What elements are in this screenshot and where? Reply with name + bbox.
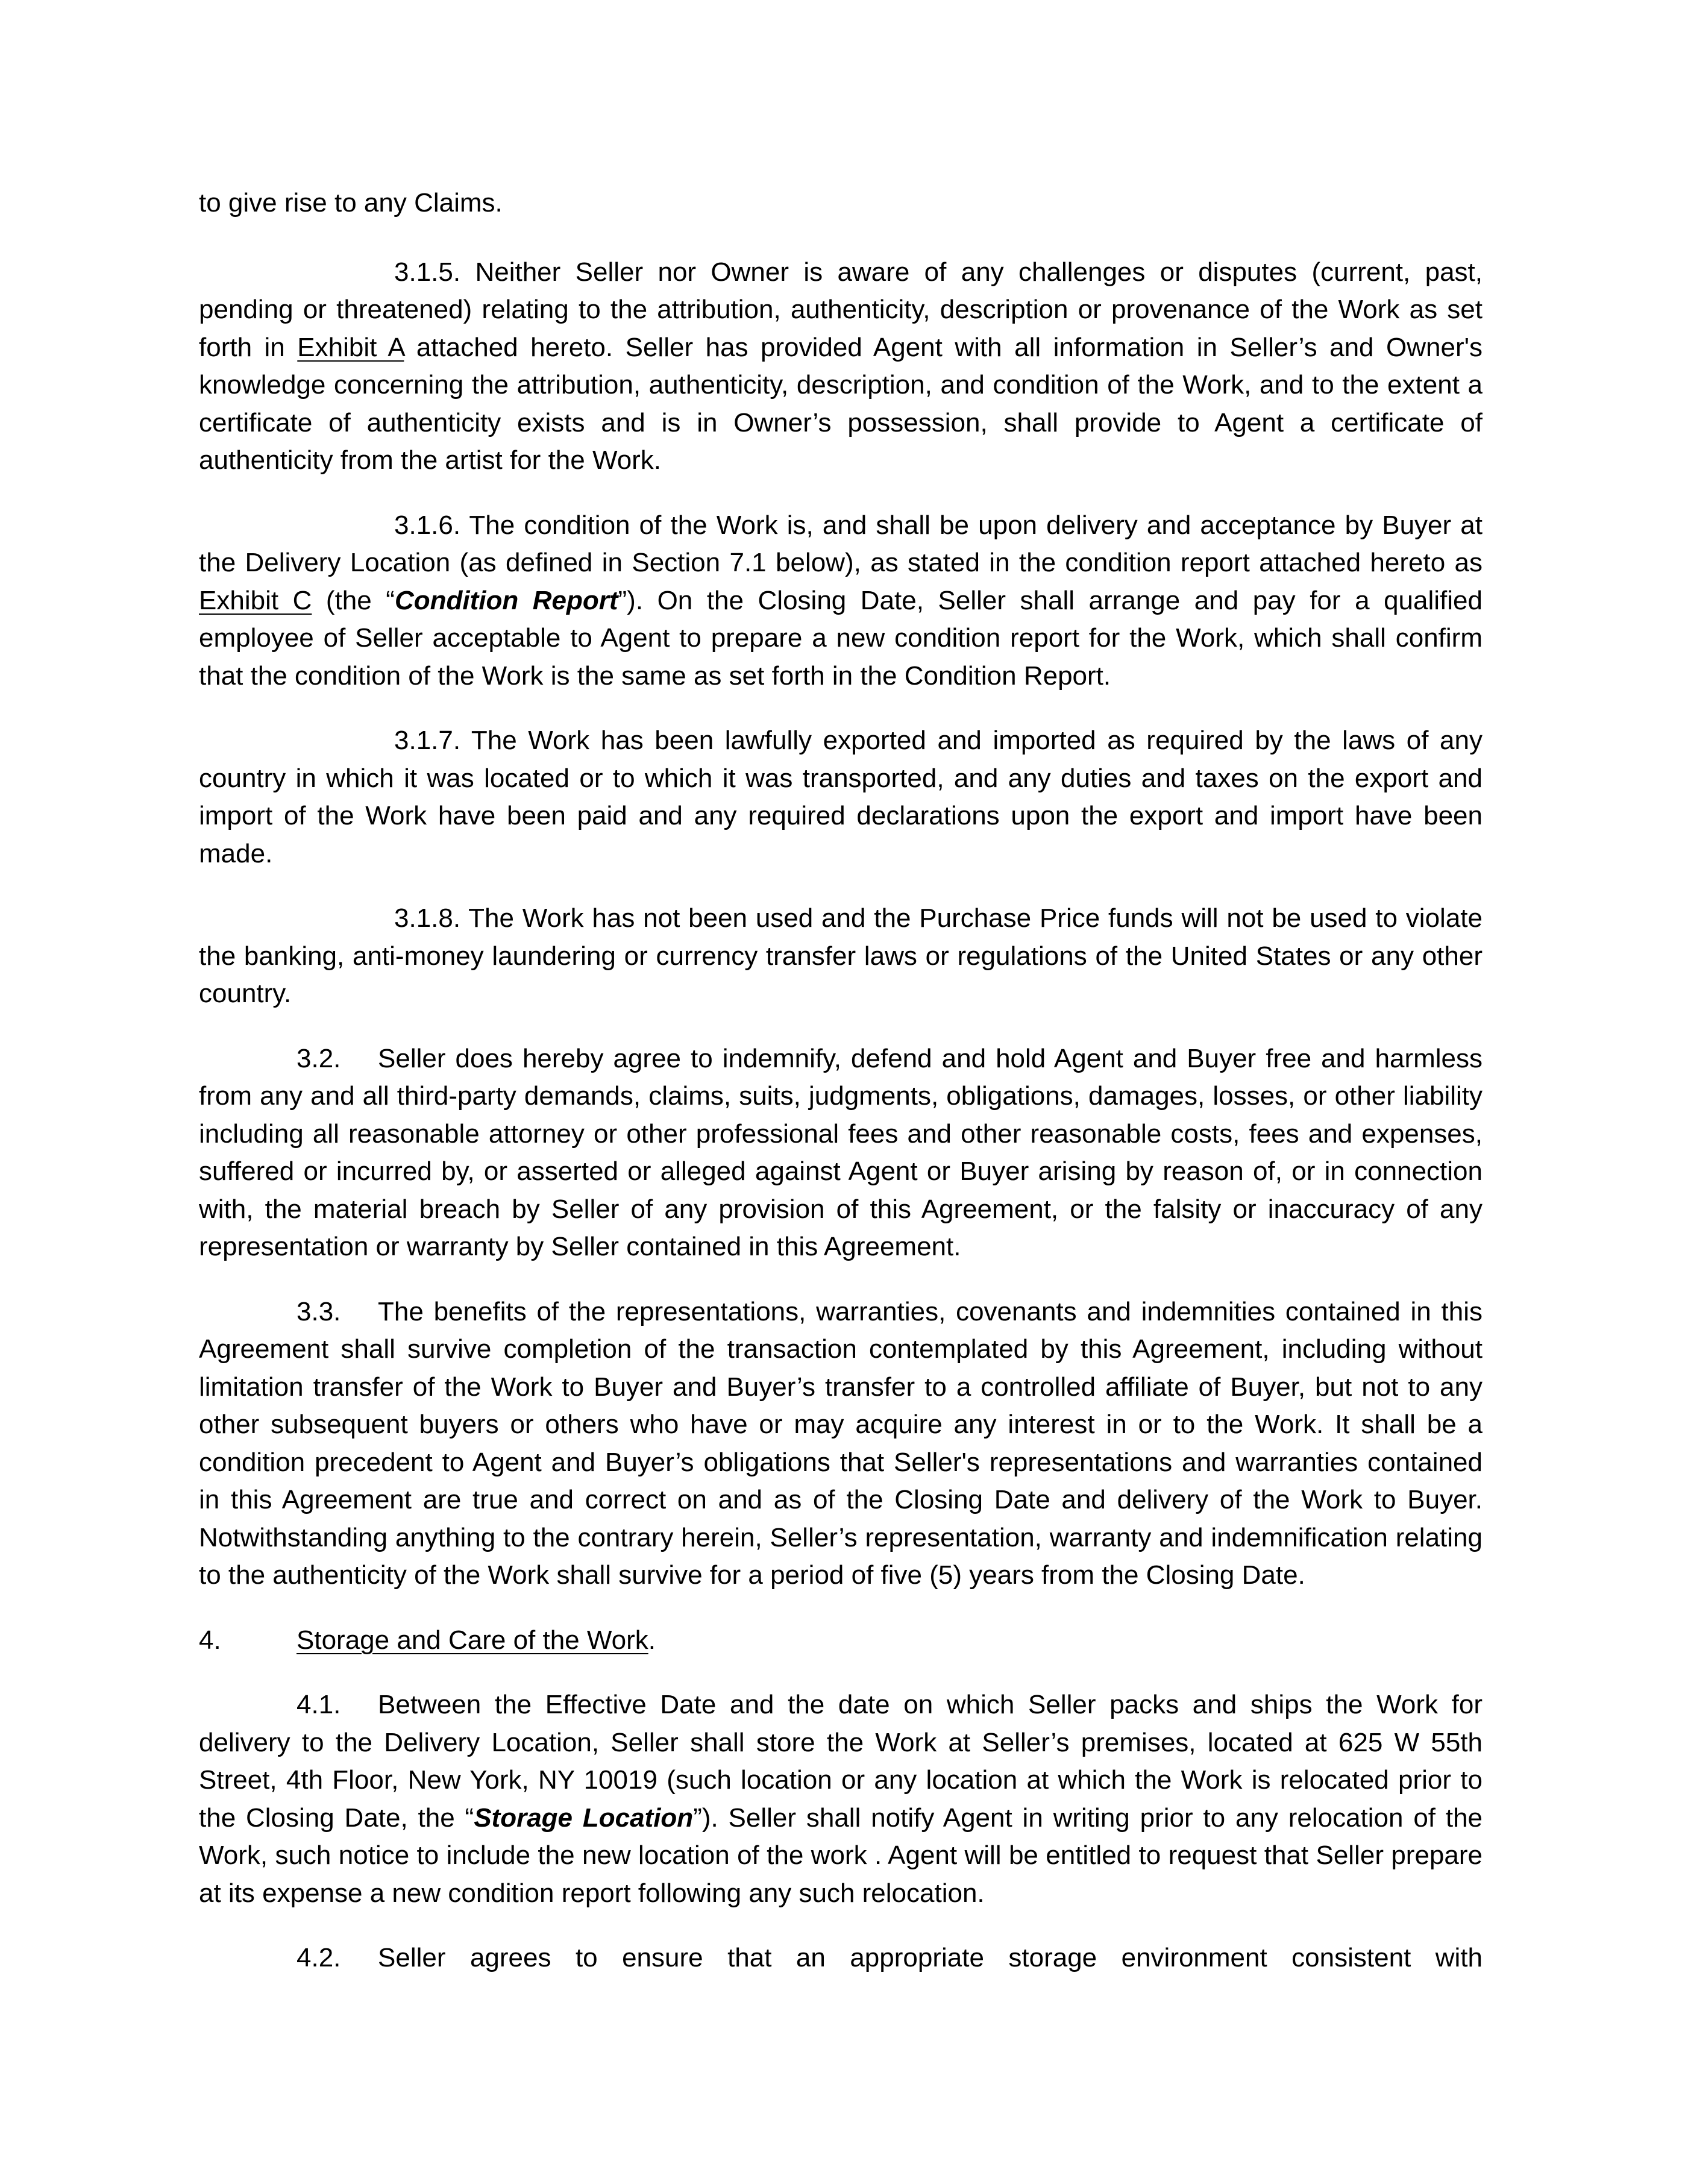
section-number: 4.1. — [297, 1690, 341, 1719]
document-body — [199, 184, 1483, 2004]
paragraph-text: Seller agrees to ensure that an appropriate storage environment consistent with — [378, 1943, 1483, 1972]
paragraph-text: Neither Seller nor Owner is aware of any challenges or disputes (current, past, pending or threatened) relating to the attribution, authenticity, description or provenance of the Work as set forth in — [199, 257, 1483, 362]
heading-period: . — [648, 1625, 656, 1655]
paragraph-3-1-8 — [199, 900, 1483, 1013]
defined-term-condition-report: Condition Report — [394, 585, 618, 615]
section-number: 3.3. — [297, 1296, 341, 1326]
paragraph-text: attached hereto. Seller has provided Agent with all information in Seller’s and Owner's knowledge concerning the attribution, authenticity, description, and condition of the Work, and to the extent a certificate of authenticity exists and is in Owner’s possession, shall provide to Agent a certificate of authenticity from the artist for the Work. — [199, 332, 1483, 475]
paragraph-text: The condition of the Work is, and shall be upon delivery and acceptance by Buyer at the Delivery Location (as defined in Section 7.1 below), as stated in the condition report attached hereto as — [199, 510, 1483, 577]
paragraph-4-2 — [199, 1939, 1483, 1977]
paragraph-4-1 — [199, 1686, 1483, 1912]
paragraph-3-1-4-tail — [199, 184, 1483, 222]
paragraph-text: ”). Seller shall notify Agent in writing prior to any relocation of the Work, such notice to include the new location of the work . Agent will be entitled to request that Seller prepare at its expense a new condition report following any such relocation. — [199, 1803, 1483, 1908]
section-number: 3.1.8. — [394, 903, 461, 933]
paragraph-text: (the “ — [312, 585, 395, 615]
paragraph-text: Between the Effective Date and the date on which Seller packs and ships the Work for delivery to the Delivery Location, Seller shall store the Work at Seller’s premises, located at 625 W 55th Street, 4th Floor, New York, NY 10019 (such location or any location at which the Work is relocated prior to the Closing Date, the “ — [199, 1690, 1483, 1833]
paragraph-text: Seller does hereby agree to indemnify, defend and hold Agent and Buyer free and harmless from any and all third-party demands, claims, suits, judgments, obligations, damages, losses, or other liability including all reasonable attorney or other professional fees and other reasonable costs, fees and expenses, suffered or incurred by, or asserted or alleged against Agent or Buyer arising by reason of, or in connection with, the material breach by Seller of any provision of this Agreement, or the falsity or inaccuracy of any representation or warranty by Seller contained in this Agreement. — [199, 1043, 1483, 1261]
section-number: 4. — [199, 1625, 221, 1655]
section-number: 4.2. — [297, 1943, 341, 1972]
paragraph-text: The benefits of the representations, warranties, covenants and indemnities contained in this Agreement shall survive completion of the transaction contemplated by this Agreement, including without limitation transfer of the Work to Buyer and Buyer’s transfer to a controlled affiliate of Buyer, but not to any other subsequent buyers or others who have or may acquire any interest in or to the Work. It shall be a condition precedent to Agent and Buyer’s obligations that Seller's representations and warranties contained in this Agreement are true and correct on and as of the Closing Date and delivery of the Work to Buyer. Notwithstanding anything to the contrary herein, Seller’s representation, warranty and indemnification relating to the authenticity of the Work shall survive for a period of five (5) years from the Closing Date. — [199, 1296, 1483, 1590]
paragraph-text: The Work has not been used and the Purchase Price funds will not be used to violate the banking, anti-money laundering or currency transfer laws or regulations of the United States or any other country. — [199, 903, 1483, 1008]
paragraph-text: The Work has been lawfully exported and imported as required by the laws of any country in which it was located or to which it was transported, and any duties and taxes on the export and import of the Work have been paid and any required declarations upon the export and import have been made. — [199, 726, 1483, 868]
section-4-heading — [199, 1622, 1483, 1660]
exhibit-c-reference: Exhibit C — [199, 585, 312, 615]
section-number: 3.1.5. — [394, 257, 461, 287]
section-number: 3.1.7. — [394, 726, 461, 755]
section-number: 3.2. — [297, 1043, 341, 1073]
section-number: 3.1.6. — [394, 510, 461, 540]
paragraph-text: to give rise to any Claims. — [199, 188, 503, 218]
paragraph-3-2 — [199, 1040, 1483, 1266]
paragraph-3-1-6 — [199, 507, 1483, 695]
paragraph-3-1-5 — [199, 254, 1483, 480]
defined-term-storage-location: Storage Location — [474, 1803, 694, 1833]
paragraph-3-3 — [199, 1293, 1483, 1595]
section-title: Storage and Care of the Work — [297, 1625, 648, 1655]
exhibit-a-reference: Exhibit A — [297, 332, 404, 362]
paragraph-text: ”). On the Closing Date, Seller shall arrange and pay for a qualified employee of Seller acceptable to Agent to prepare a new condition report for the Work, which shall confirm that the condition of the Work is the same as set forth in the Condition Report. — [199, 585, 1483, 691]
paragraph-3-1-7 — [199, 722, 1483, 873]
